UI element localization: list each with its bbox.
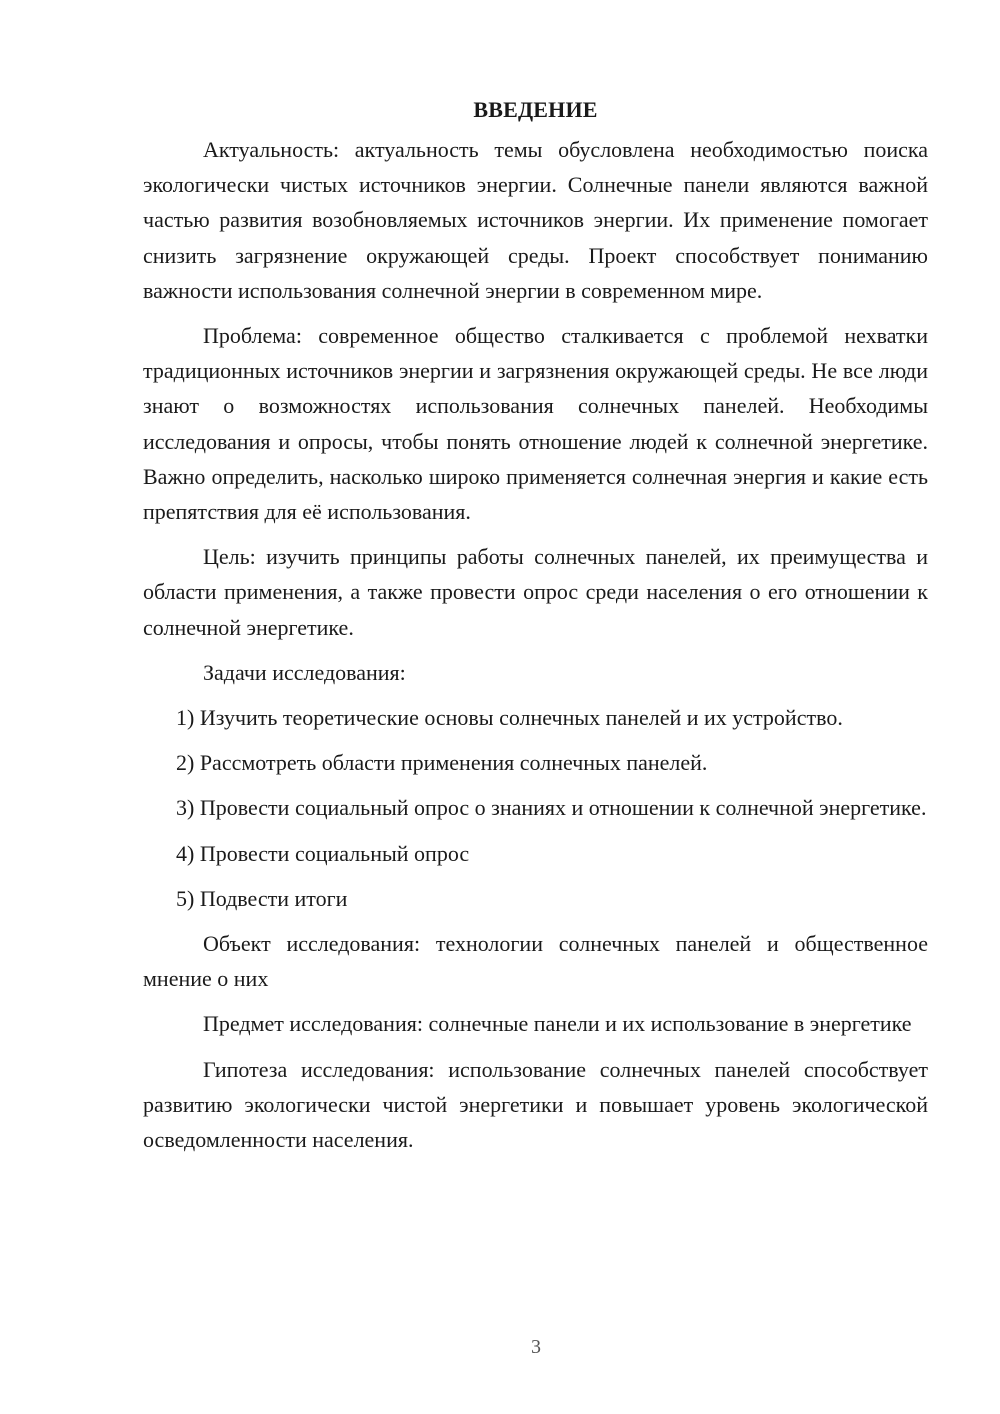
task-item-3: 3) Провести социальный опрос о знаниях и отношении к солнечной энергетике. [176, 795, 927, 821]
task-item-2: 2) Рассмотреть области применения солнечных панелей. [176, 750, 708, 776]
hypothesis-paragraph: Гипотеза исследования: использование солнечных панелей способствует развитию экологически чистой энергетики и повышает уровень экологической осведомленности населения. [143, 1056, 928, 1153]
tasks-heading: Задачи исследования: [203, 659, 406, 685]
relevance-paragraph: Актуальность: актуальность темы обусловлена необходимостью поиска экологически чистых источников энергии. Солнечные панели являются важной частью развития возобновляемых источников энергии. Их применение помогает снизить загрязнение окружающей среды. Проект способствует пониманию важности использования солнечной энергии в современном мире. [143, 137, 928, 303]
goal-paragraph: Цель: изучить принципы работы солнечных панелей, их преимущества и области применения, а также провести опрос среди населения о его отношении к солнечной энергетике. [143, 544, 928, 640]
task-item-4: 4) Провести социальный опрос [176, 840, 470, 866]
task-item-1: 1) Изучить теоретические основы солнечных панелей и их устройство. [176, 705, 843, 731]
document-page [143, 92, 928, 1167]
section-title: ВВЕДЕНИЕ [473, 97, 598, 122]
task-item-5: 5) Подвести итоги [176, 885, 348, 911]
subject-paragraph: Предмет исследования: солнечные панели и их использование в энергетике [203, 1011, 912, 1037]
object-paragraph: Объект исследования: технологии солнечных панелей и общественное мнение о них [143, 931, 928, 992]
page-number: 3 [531, 1336, 541, 1358]
problem-paragraph: Проблема: современное общество сталкивается с проблемой нехватки традиционных источников энергии и загрязнения окружающей среды. Не все люди знают о возможностях использования солнечных панелей. Необходимы исследования и опросы, чтобы понять отношение людей к солнечной энергетике. Важно определить, насколько широко применяется солнечная энергия и какие есть препятствия для её использования. [143, 323, 928, 525]
